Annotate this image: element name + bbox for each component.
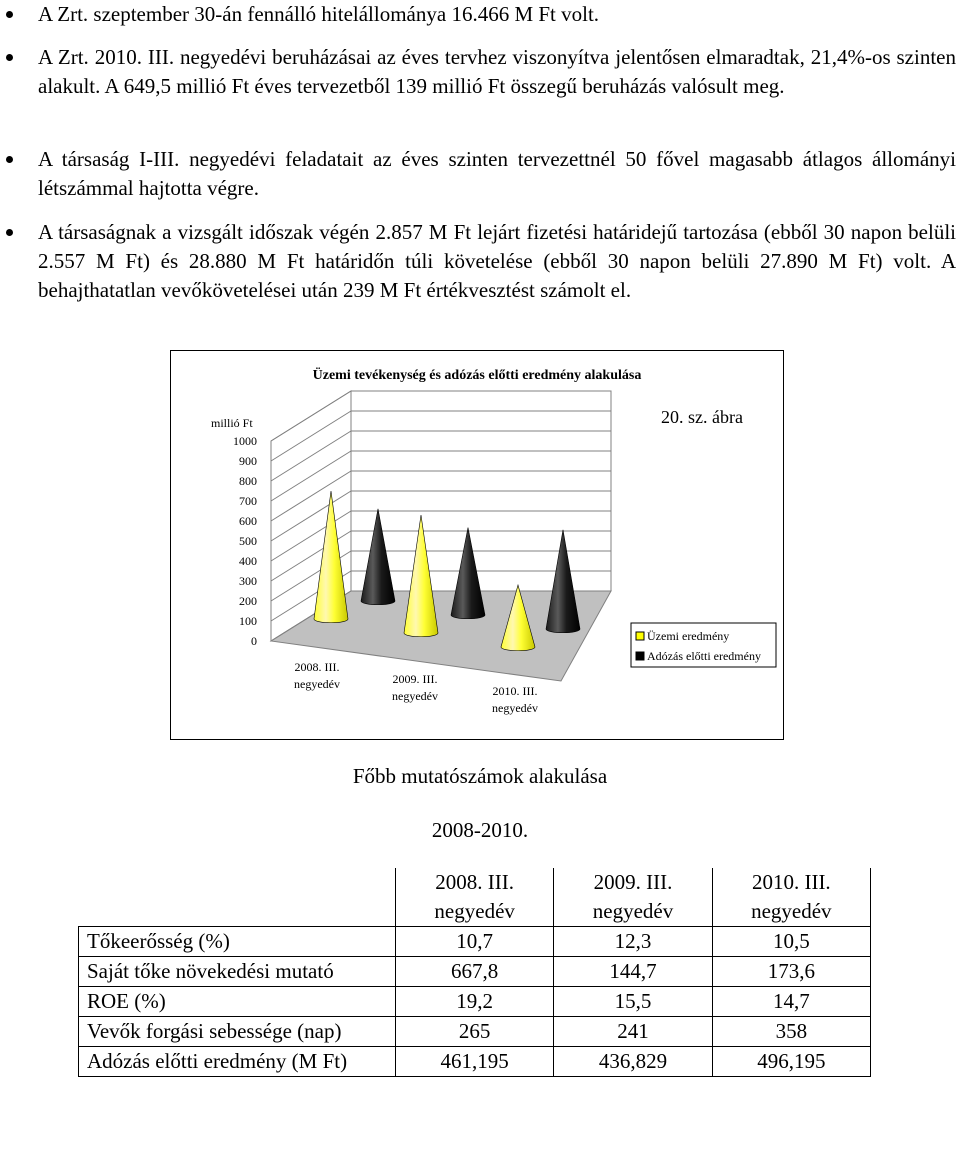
y-tick-label: 800 bbox=[239, 474, 257, 488]
section-period: 2008-2010. bbox=[431, 818, 529, 842]
y-axis-label: millió Ft bbox=[211, 416, 253, 430]
table-cell: 12,3 bbox=[554, 927, 712, 957]
kpi-table bbox=[78, 868, 871, 1077]
y-tick-label: 100 bbox=[239, 614, 257, 628]
table-row bbox=[79, 927, 871, 957]
table-cell: 358 bbox=[712, 1017, 870, 1047]
table-header-cell: 2010. III. negyedév bbox=[712, 868, 870, 927]
bullet-receivables: A társaságnak a vizsgált időszak végén 2.857 M Ft lejárt fizetési határidejű tartozása (ebből 30 napon belüli 2.557 M Ft) és 28.880 M Ft határidőn túli követelése (ebből 30 napon belüli 27.890 M Ft) volt. A behajthatatlan vevőkövetelései után 239 M Ft értékvesztést számolt el. bbox=[38, 218, 956, 305]
cone-chart bbox=[171, 351, 783, 739]
row-label: ROE (%) bbox=[79, 987, 396, 1017]
table-cell: 19,2 bbox=[396, 987, 554, 1017]
table-header-blank bbox=[79, 868, 396, 927]
row-label: Saját tőke növekedési mutató bbox=[79, 957, 396, 987]
table-cell: 667,8 bbox=[396, 957, 554, 987]
table-row bbox=[79, 1017, 871, 1047]
x-tick-label: 2009. III. negyedév bbox=[392, 672, 438, 703]
table-cell: 15,5 bbox=[554, 987, 712, 1017]
y-tick-label: 600 bbox=[239, 514, 257, 528]
bullet-investment: A Zrt. 2010. III. negyedévi beruházásai az éves tervhez viszonyítva jelentősen elmaradtak, 21,4%-os szinten alakult. A 649,5 millió Ft éves tervezetből 139 millió Ft összegű beruházás valósult meg. bbox=[38, 43, 956, 101]
legend-label: Üzemi eredmény bbox=[647, 629, 730, 643]
y-tick-label: 700 bbox=[239, 494, 257, 508]
bullet-headcount: A társaság I-III. negyedévi feladatait az éves szinten tervezettnél 50 fővel magasabb átlagos állományi létszámmal hajtotta végre. bbox=[38, 145, 956, 203]
table-row bbox=[79, 957, 871, 987]
y-tick-label: 400 bbox=[239, 554, 257, 568]
figure-label: 20. sz. ábra bbox=[661, 407, 743, 427]
chart-title: Üzemi tevékenység és adózás előtti eredmény alakulása bbox=[312, 368, 642, 383]
table-header-row bbox=[79, 868, 871, 927]
row-label: Adózás előtti eredmény (M Ft) bbox=[79, 1047, 396, 1077]
y-tick-label: 300 bbox=[239, 574, 257, 588]
table-cell: 436,829 bbox=[554, 1047, 712, 1077]
table-cell: 173,6 bbox=[712, 957, 870, 987]
legend-swatch bbox=[636, 632, 644, 640]
table-cell: 14,7 bbox=[712, 987, 870, 1017]
row-label: Vevők forgási sebessége (nap) bbox=[79, 1017, 396, 1047]
table-cell: 144,7 bbox=[554, 957, 712, 987]
table-header-cell: 2009. III. negyedév bbox=[554, 868, 712, 927]
table-cell: 265 bbox=[396, 1017, 554, 1047]
x-tick-label: 2008. III. negyedév bbox=[294, 660, 340, 691]
bullet-credit: A Zrt. szeptember 30-án fennálló hitelállománya 16.466 M Ft volt. bbox=[38, 0, 956, 29]
table-cell: 461,195 bbox=[396, 1047, 554, 1077]
row-label: Tőkeerősség (%) bbox=[79, 927, 396, 957]
y-tick-label: 200 bbox=[239, 594, 257, 608]
section-title: Főbb mutatószámok alakulása bbox=[352, 764, 608, 788]
table-cell: 496,195 bbox=[712, 1047, 870, 1077]
table-row bbox=[79, 1047, 871, 1077]
legend-swatch bbox=[636, 652, 644, 660]
table-cell: 10,5 bbox=[712, 927, 870, 957]
table-cell: 241 bbox=[554, 1017, 712, 1047]
x-tick-label: 2010. III. negyedév bbox=[492, 684, 538, 715]
table-row bbox=[79, 987, 871, 1017]
chart-frame bbox=[170, 350, 784, 740]
table-cell: 10,7 bbox=[396, 927, 554, 957]
legend-label: Adózás előtti eredmény bbox=[647, 649, 761, 663]
y-tick-label: 900 bbox=[239, 454, 257, 468]
y-tick-label: 0 bbox=[251, 634, 257, 648]
y-tick-label: 1000 bbox=[233, 434, 257, 448]
y-tick-label: 500 bbox=[239, 534, 257, 548]
table-header-cell: 2008. III. negyedév bbox=[396, 868, 554, 927]
